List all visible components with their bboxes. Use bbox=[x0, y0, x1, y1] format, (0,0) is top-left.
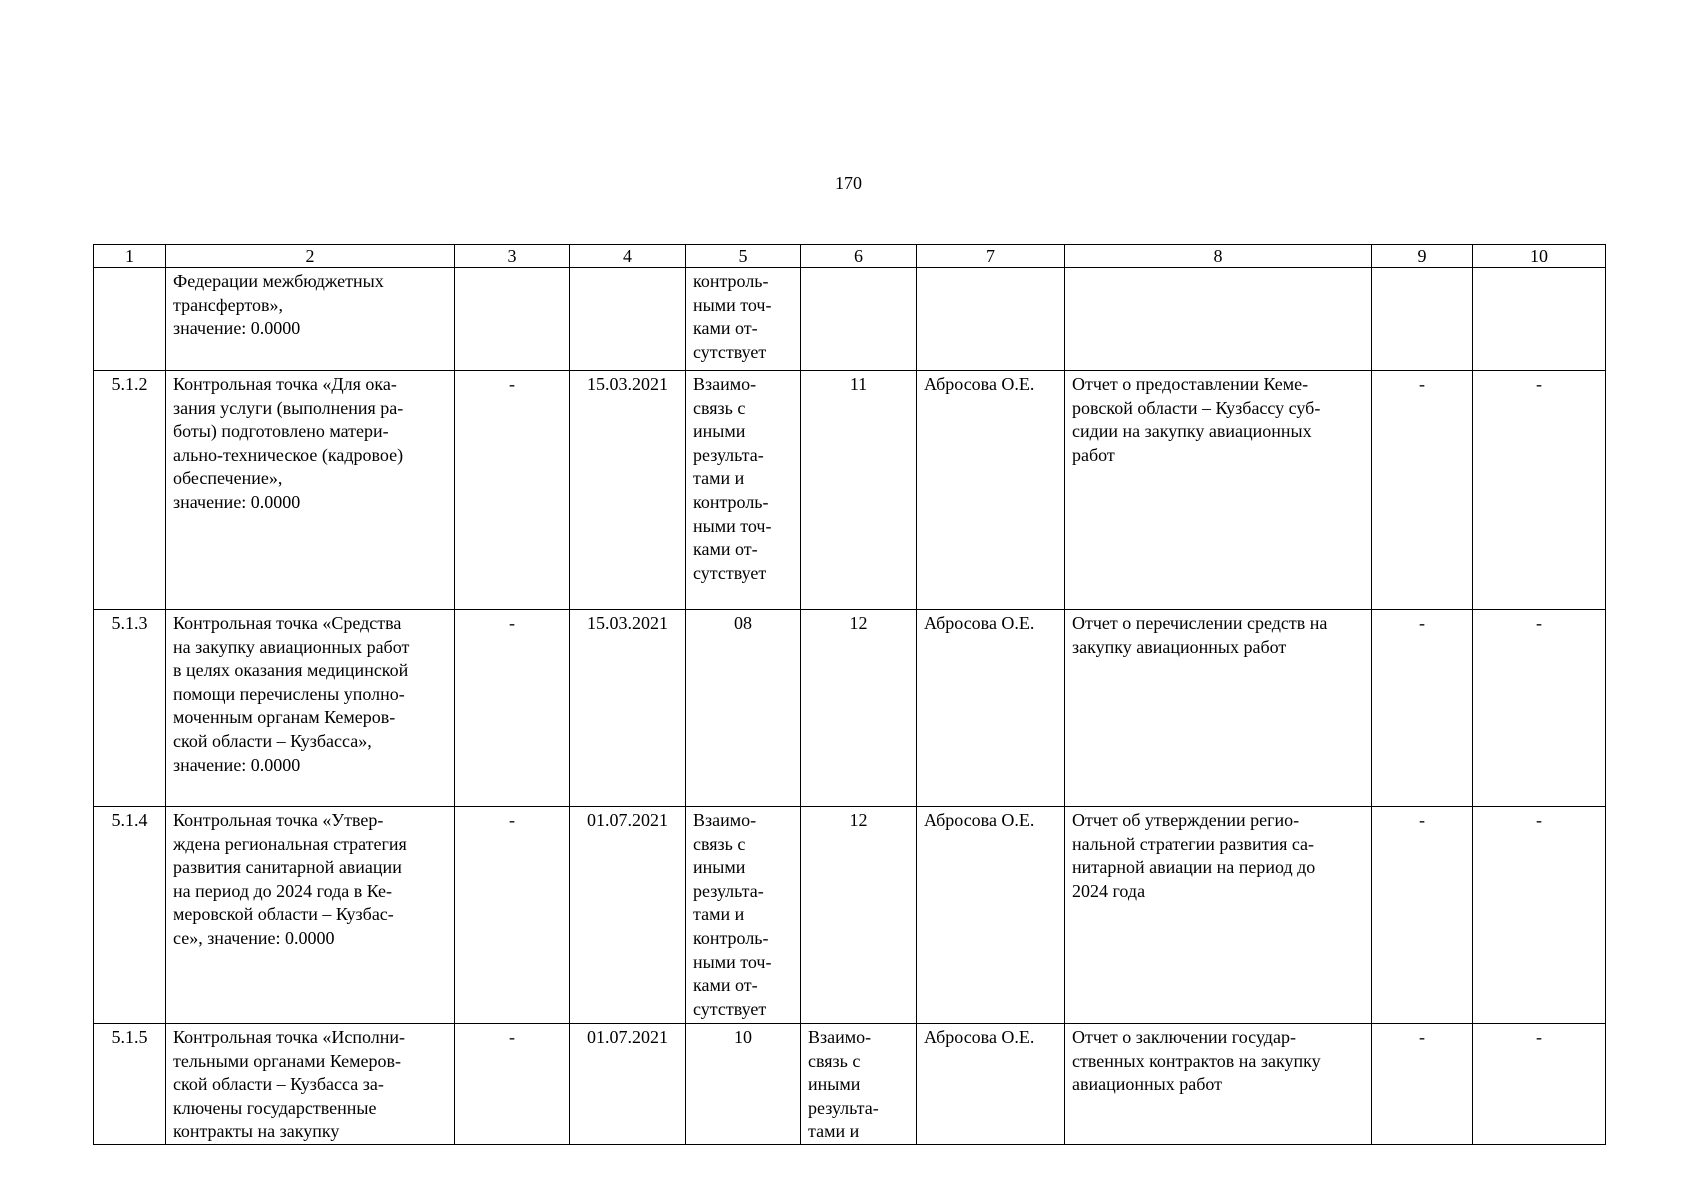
table-header-row bbox=[94, 245, 1606, 268]
cell-number bbox=[94, 268, 166, 371]
cell-col5: контроль- ными точ- ками от- сутствует bbox=[686, 268, 801, 371]
cell-col9 bbox=[1372, 268, 1473, 371]
column-header: 2 bbox=[166, 245, 455, 268]
column-header: 4 bbox=[570, 245, 686, 268]
cell-col6 bbox=[801, 268, 917, 371]
column-header: 9 bbox=[1372, 245, 1473, 268]
cell-col10: - bbox=[1473, 1024, 1606, 1145]
cell-number: 5.1.5 bbox=[94, 1024, 166, 1145]
cell-responsible bbox=[917, 268, 1065, 371]
column-header: 7 bbox=[917, 245, 1065, 268]
cell-col10: - bbox=[1473, 610, 1606, 807]
cell-description: Контрольная точка «Утвер- ждена региональная стратегия развития санитарной авиации на период до 2024 года в Ке- меровской области – Кузбас- се», значение: 0.0000 bbox=[166, 807, 455, 1024]
page-number: 170 bbox=[835, 173, 862, 193]
cell-col9: - bbox=[1372, 610, 1473, 807]
cell-col3 bbox=[455, 268, 570, 371]
cell-description: Контрольная точка «Средства на закупку авиационных работ в целях оказания медицинской помощи перечислены уполно- моченным органам Кемеров- ской области – Кузбасса», значение: 0.0000 bbox=[166, 610, 455, 807]
cell-document bbox=[1065, 268, 1372, 371]
cell-col5: 10 bbox=[686, 1024, 801, 1145]
cell-description: Контрольная точка «Исполни- тельными органами Кемеров- ской области – Кузбасса за- ключены государственные контракты на закупку bbox=[166, 1024, 455, 1145]
cell-col5: 08 bbox=[686, 610, 801, 807]
cell-col5: Взаимо- связь с иными результа- тами и контроль- ными точ- ками от- сутствует bbox=[686, 807, 801, 1024]
cell-date: 15.03.2021 bbox=[570, 610, 686, 807]
cell-col6: 11 bbox=[801, 371, 917, 610]
cell-responsible: Абросова О.Е. bbox=[917, 1024, 1065, 1145]
cell-responsible: Абросова О.Е. bbox=[917, 610, 1065, 807]
column-header: 8 bbox=[1065, 245, 1372, 268]
cell-responsible: Абросова О.Е. bbox=[917, 371, 1065, 610]
cell-document: Отчет о заключении государ- ственных контрактов на закупку авиационных работ bbox=[1065, 1024, 1372, 1145]
control-points-table bbox=[93, 244, 1606, 1145]
cell-col3: - bbox=[455, 807, 570, 1024]
column-header: 3 bbox=[455, 245, 570, 268]
cell-col3: - bbox=[455, 371, 570, 610]
cell-col3: - bbox=[455, 1024, 570, 1145]
cell-date: 15.03.2021 bbox=[570, 371, 686, 610]
cell-description: Контрольная точка «Для ока- зания услуги (выполнения ра- боты) подготовлено матери- ально-техническое (кадровое) обеспечение», значение: 0.0000 bbox=[166, 371, 455, 610]
cell-description: Федерации межбюджетных трансфертов», значение: 0.0000 bbox=[166, 268, 455, 371]
table-row bbox=[94, 1024, 1606, 1145]
cell-col9: - bbox=[1372, 371, 1473, 610]
cell-col10 bbox=[1473, 268, 1606, 371]
cell-date: 01.07.2021 bbox=[570, 1024, 686, 1145]
cell-col6: Взаимо- связь с иными результа- тами и bbox=[801, 1024, 917, 1145]
cell-col10: - bbox=[1473, 807, 1606, 1024]
cell-col10: - bbox=[1473, 371, 1606, 610]
column-header: 6 bbox=[801, 245, 917, 268]
cell-col6: 12 bbox=[801, 610, 917, 807]
cell-number: 5.1.4 bbox=[94, 807, 166, 1024]
cell-col5: Взаимо- связь с иными результа- тами и контроль- ными точ- ками от- сутствует bbox=[686, 371, 801, 610]
column-header: 1 bbox=[94, 245, 166, 268]
cell-date bbox=[570, 268, 686, 371]
cell-document: Отчет о перечислении средств на закупку авиационных работ bbox=[1065, 610, 1372, 807]
cell-col9: - bbox=[1372, 1024, 1473, 1145]
cell-document: Отчет об утверждении регио- нальной стратегии развития са- нитарной авиации на период до 2024 года bbox=[1065, 807, 1372, 1024]
cell-number: 5.1.2 bbox=[94, 371, 166, 610]
table-row bbox=[94, 371, 1606, 610]
cell-col3: - bbox=[455, 610, 570, 807]
cell-col9: - bbox=[1372, 807, 1473, 1024]
table-row bbox=[94, 610, 1606, 807]
cell-col6: 12 bbox=[801, 807, 917, 1024]
column-header: 10 bbox=[1473, 245, 1606, 268]
cell-date: 01.07.2021 bbox=[570, 807, 686, 1024]
column-header: 5 bbox=[686, 245, 801, 268]
cell-document: Отчет о предоставлении Кеме- ровской области – Кузбассу суб- сидии на закупку авиационных работ bbox=[1065, 371, 1372, 610]
cell-number: 5.1.3 bbox=[94, 610, 166, 807]
table-row bbox=[94, 807, 1606, 1024]
cell-responsible: Абросова О.Е. bbox=[917, 807, 1065, 1024]
table-row bbox=[94, 268, 1606, 371]
